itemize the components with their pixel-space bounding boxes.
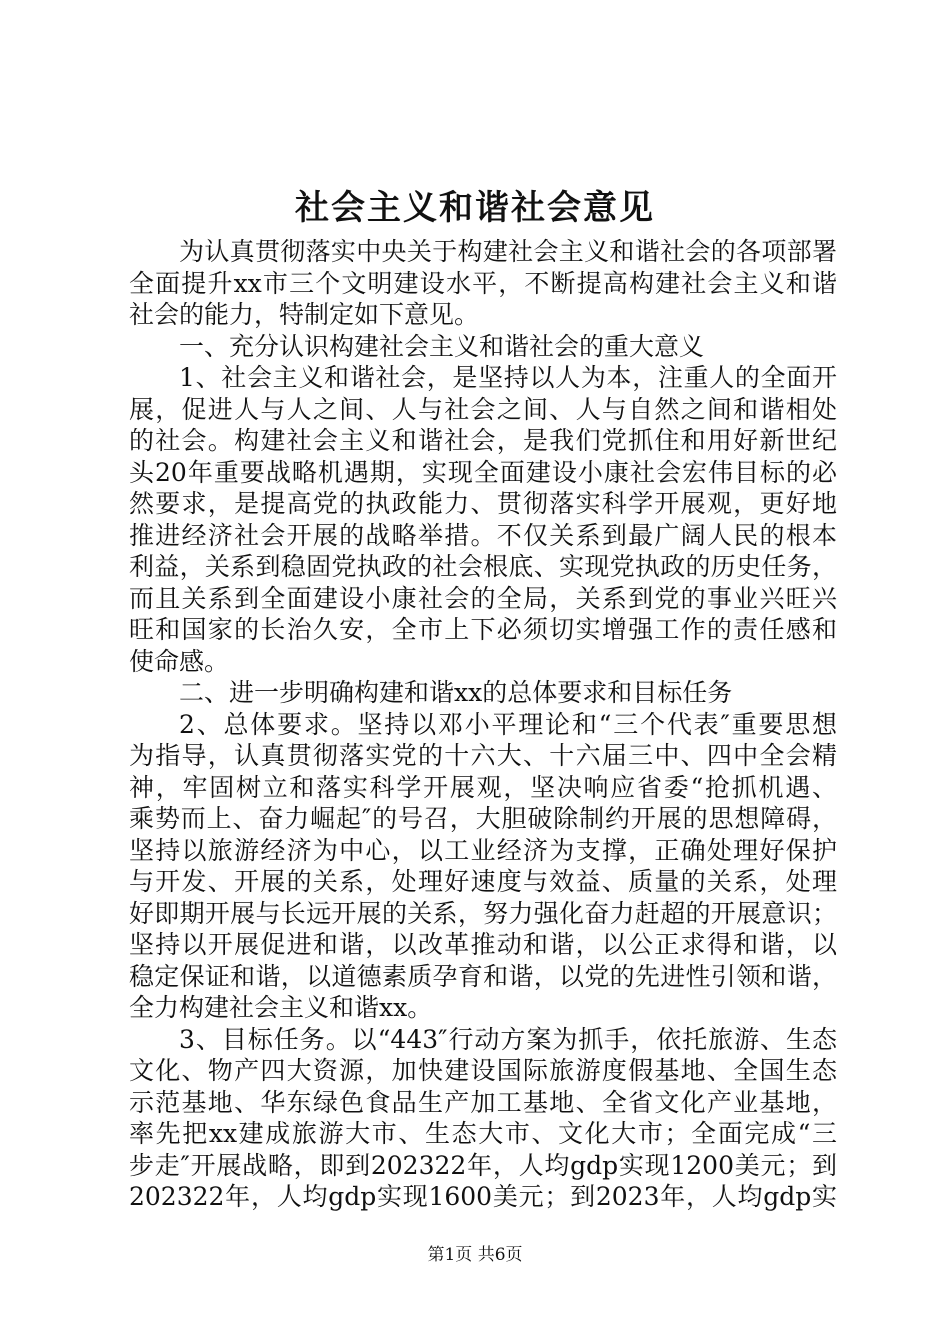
text-line: 的社会。构建社会主义和谐社会，是我们党抓住和用好新世纪 bbox=[129, 426, 837, 455]
text-line: 示范基地、华东绿色食品生产加工基地、全省文化产业基地， bbox=[129, 1087, 837, 1117]
text-line: 率先把xx建成旅游大市、生态大市、文化大市；全面完成“三 bbox=[129, 1119, 837, 1148]
text-line: 好即期开展与长远开展的关系，努力强化奋力赶超的开展意识； bbox=[129, 898, 837, 928]
text-line: 202322年，人均gdp实现1600美元；到2023年，人均gdp实 bbox=[129, 1182, 837, 1211]
text-line: 然要求，是提高党的执政能力、贯彻落实科学开展观，更好地 bbox=[129, 489, 837, 518]
text-line: 全面提升xx市三个文明建设水平，不断提高构建社会主义和谐 bbox=[129, 268, 837, 298]
text-line: 乘势而上、奋力崛起″的号召，大胆破除制约开展的思想障碍， bbox=[129, 804, 837, 833]
text-line: 稳定保证和谐，以道德素质孕育和谐，以党的先进性引领和谐， bbox=[129, 961, 837, 991]
text-line: 文化、物产四大资源，加快建设国际旅游度假基地、全国生态 bbox=[129, 1056, 837, 1085]
text-line: 坚持以开展促进和谐，以改革推动和谐，以公正求得和谐，以 bbox=[129, 930, 837, 959]
page-footer: 第1页 共6页 bbox=[427, 1245, 523, 1265]
text-line: 推进经济社会开展的战略举措。不仅关系到最广阔人民的根本 bbox=[129, 520, 837, 550]
text-line: 为指导，认真贯彻落实党的十六大、十六届三中、四中全会精 bbox=[129, 741, 837, 770]
text-line: 头20年重要战略机遇期，实现全面建设小康社会宏伟目标的必 bbox=[129, 457, 837, 487]
text-line: 1、社会主义和谐社会，是坚持以人为本，注重人的全面开 bbox=[179, 363, 837, 392]
text-line: 神，牢固树立和落实科学开展观，坚决响应省委“抢抓机遇、 bbox=[129, 772, 837, 802]
text-line: 全力构建社会主义和谐xx。 bbox=[129, 993, 433, 1022]
text-line: 坚持以旅游经济为中心，以工业经济为支撑，正确处理好保护 bbox=[129, 835, 837, 865]
text-line: 2、总体要求。坚持以邓小平理论和“三个代表″重要思想 bbox=[179, 709, 837, 739]
text-line: 与开发、开展的关系，处理好速度与效益、质量的关系，处理 bbox=[129, 867, 837, 896]
text-line: 展，促进人与人之间、人与社会之间、人与自然之间和谐相处 bbox=[129, 394, 837, 424]
document-body bbox=[129, 236, 837, 1213]
text-line: 步走″开展战略，即到202322年，人均gdp实现1200美元；到 bbox=[129, 1150, 837, 1180]
text-line: 利益，关系到稳固党执政的社会根底、实现党执政的历史任务， bbox=[129, 552, 837, 581]
text-line: 旺和国家的长治久安，全市上下必须切实增强工作的责任感和 bbox=[129, 615, 837, 644]
text-line: 使命感。 bbox=[129, 646, 230, 676]
section-heading: 一、充分认识构建社会主义和谐社会的重大意义 bbox=[179, 331, 705, 361]
text-line: 3、目标任务。以“443″行动方案为抓手，依托旅游、生态 bbox=[179, 1024, 837, 1054]
text-line: 而且关系到全面建设小康社会的全局，关系到党的事业兴旺兴 bbox=[129, 583, 837, 613]
text-line: 为认真贯彻落实中央关于构建社会主义和谐社会的各项部署 bbox=[179, 237, 837, 266]
document-title: 社会主义和谐社会意见 bbox=[295, 188, 655, 228]
section-heading: 二、进一步明确构建和谐xx的总体要求和目标任务 bbox=[179, 678, 733, 707]
text-line: 社会的能力，特制定如下意见。 bbox=[129, 300, 480, 329]
